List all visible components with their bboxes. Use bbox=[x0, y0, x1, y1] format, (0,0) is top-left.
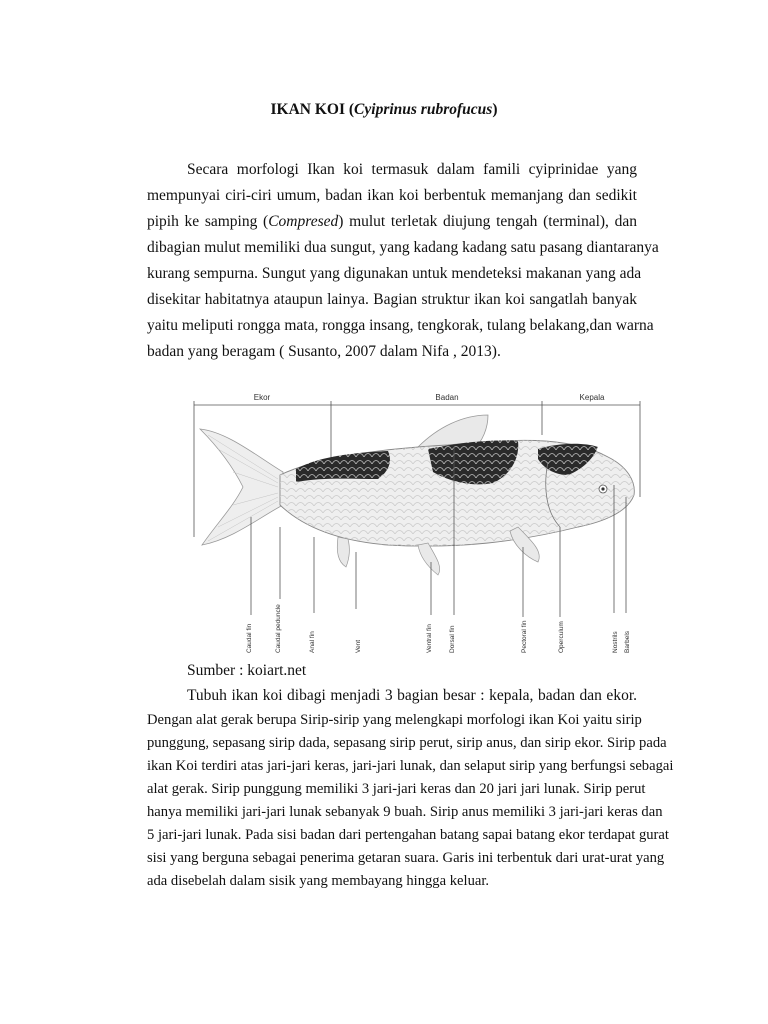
line-segment: ) mulut terletak diujung tengah (terminal), dan bbox=[338, 213, 637, 230]
koi-diagram bbox=[188, 387, 646, 657]
paragraph-line: hanya memiliki jari-jari lunak sebanyak 9 buah. Sirip anus memiliki 3 jari-jari keras dan bbox=[147, 804, 663, 820]
title-prefix: IKAN KOI ( bbox=[270, 101, 355, 118]
label-caudal-peduncle: Caudal peduncle bbox=[275, 604, 282, 653]
paragraph-line: Dengan alat gerak berupa Sirip-sirip yang melengkapi morfologi ikan Koi yaitu sirip bbox=[147, 712, 642, 728]
label-ventral-fin: Ventral fin bbox=[426, 624, 433, 653]
label-nostrils: Nostrils bbox=[612, 631, 619, 653]
paragraph-line: ada disebelah dalam sisik yang membayang hingga keluar. bbox=[147, 873, 490, 889]
paragraph-morphology bbox=[147, 157, 659, 365]
label-anal-fin: Anal fin bbox=[309, 631, 316, 653]
section-label-badan: Badan bbox=[435, 393, 459, 402]
label-vent: Vent bbox=[355, 639, 362, 653]
section-label-ekor: Ekor bbox=[253, 393, 271, 402]
section-label-kepala: Kepala bbox=[579, 393, 605, 402]
paragraph-line: badan yang beragam ( Susanto, 2007 dalam Nifa , 2013). bbox=[147, 343, 501, 360]
figure-caption: Sumber : koiart.net bbox=[187, 662, 307, 679]
label-pectoral-fin: Pectoral fin bbox=[521, 620, 528, 653]
paragraph-line: sisi yang berguna sebagai penerima getaran suara. Garis ini terbentuk dari urat-urat yang bbox=[147, 850, 665, 866]
paragraph-line bbox=[147, 209, 637, 235]
paragraph-line: Tubuh ikan koi dibagi menjadi 3 bagian besar : kepala, badan dan ekor. bbox=[187, 687, 637, 704]
paragraph-line: kurang sempurna. Sungut yang digunakan untuk mendeteksi makanan yang ada bbox=[147, 265, 642, 282]
paragraph-body-parts bbox=[147, 683, 674, 893]
koi-anatomy-figure bbox=[188, 387, 646, 657]
paragraph-line: 5 jari-jari lunak. Pada sisi badan dari pertengahan batang sapai batang ekor terdapat gurat bbox=[147, 827, 669, 843]
paragraph-line: ikan Koi terdiri atas jari-jari keras, jari-jari lunak, dan selaput sirip yang berfungsi sebagai bbox=[147, 758, 674, 774]
line-segment: pipih ke samping ( bbox=[147, 213, 269, 230]
italic-term: Compresed bbox=[268, 213, 339, 230]
paragraph-line: Secara morfologi Ikan koi termasuk dalam famili cyiprinidae yang bbox=[187, 161, 637, 178]
paragraph-line: alat gerak. Sirip punggung memiliki 3 jari-jari keras dan 20 jari jari lunak. Sirip perut bbox=[147, 781, 646, 797]
paragraph-line: yaitu meliputi rongga mata, rongga insang, tengkorak, tulang belakang,dan warna bbox=[147, 317, 654, 334]
title-suffix: ) bbox=[492, 101, 498, 118]
document-title bbox=[0, 101, 768, 119]
label-caudal-fin: Caudal fin bbox=[246, 623, 253, 653]
paragraph-line: punggung, sepasang sirip dada, sepasang sirip perut, sirip anus, dan sirip ekor. Sirip pada bbox=[147, 735, 667, 751]
paragraph-line: dibagian mulut memiliki dua sungut, yang kadang kadang satu pasang diantaranya bbox=[147, 239, 659, 256]
paragraph-line: disekitar habitatnya ataupun lainya. Bagian struktur ikan koi sangatlah banyak bbox=[147, 291, 637, 308]
title-scientific-name: Cyiprinus rubrofucus bbox=[354, 101, 493, 118]
label-operculum: Operculum bbox=[558, 621, 565, 653]
label-barbels: Barbels bbox=[624, 630, 631, 653]
label-dorsal-fin: Dorsal fin bbox=[449, 625, 456, 653]
paragraph-line: mempunyai ciri-ciri umum, badan ikan koi berbentuk memanjang dan sedikit bbox=[147, 187, 637, 204]
